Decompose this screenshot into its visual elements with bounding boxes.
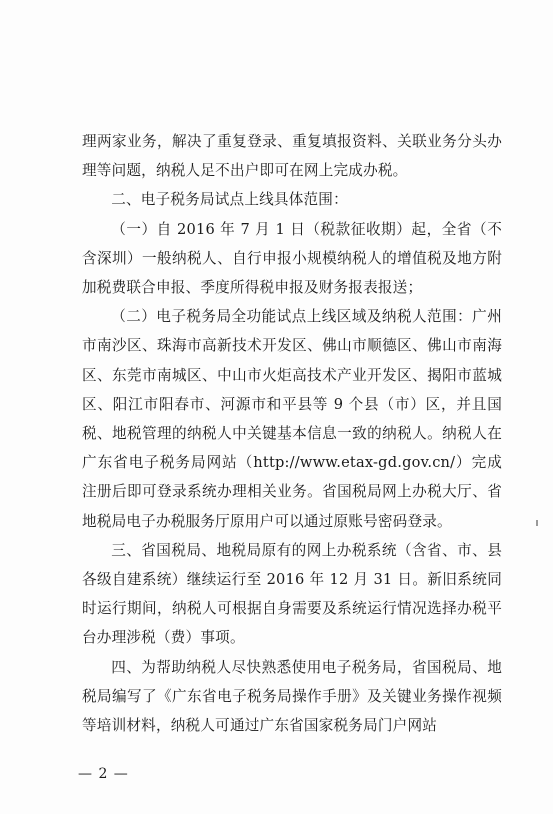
paragraph-1: 理两家业务，解决了重复登录、重复填报资料、关联业务分头办理等问题，纳税人足不出户即可在网上完成办税。 (82, 133, 502, 180)
paragraph-5: 三、省国税局、地税局原有的网上办税系统（含省、市、县各级自建系统）继续运行至 2016 年 12 月 31 日。新旧系统同时运行期间，纳税人可根据自身需要及系统运行情况选择办税平台办理涉税（费）事项。 (82, 541, 502, 647)
paragraph-2-heading: 二、电子税务局试点上线具体范围： (111, 191, 348, 209)
document-body (82, 127, 502, 740)
paragraph-4: （二）电子税务局全功能试点上线区域及纳税人范围：广州市南沙区、珠海市高新技术开发区、佛山市顺德区、佛山市南海区、东莞市南城区、中山市火炬高技术产业开发区、揭阳市蓝城区、阳江市阳春市、河源市和平县等 9 个县（市）区，并且国税、地税管理的纳税人中关键基本信息一致的纳税人。纳税人在广东省电子税务局网站（http://www.etax-gd.gov.cn/）完成注册后即可登录系统办理相关业务。省国税局网上办税大厅、省地税局电子办税服务厅原用户可以通过原账号密码登录。 (82, 308, 502, 530)
paragraph-3: （一）自 2016 年 7 月 1 日（税款征收期）起，全省（不含深圳）一般纳税人、自行申报小规模纳税人的增值税及地方附加税费联合申报、季度所得税申报及财务报表报送； (82, 220, 502, 297)
scan-edge-mark (536, 520, 538, 526)
paragraph-6: 四、为帮助纳税人尽快熟悉使用电子税务局，省国税局、地税局编写了《广东省电子税务局操作手册》及关键业务操作视频等培训材料，纳税人可通过广东省国家税务局门户网站 (82, 658, 502, 735)
page-number: — 2 — (78, 766, 129, 782)
